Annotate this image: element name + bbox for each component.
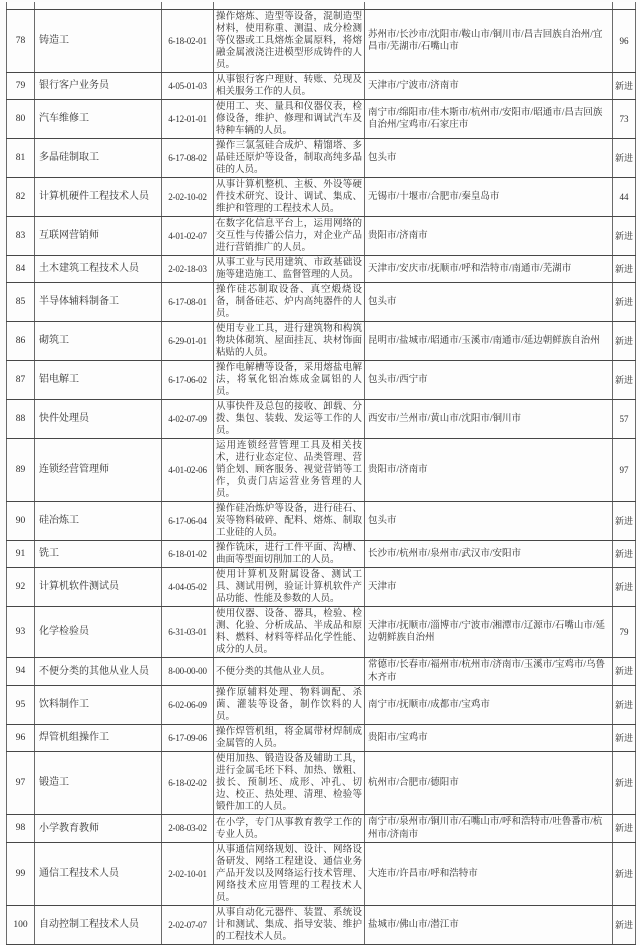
- rank-cell: 新进: [613, 73, 636, 100]
- cities-cell: 天津市: [365, 568, 613, 607]
- occupation-code-cell: 4-02-07-09: [162, 400, 214, 439]
- description-cell: 在数字化信息平台上，运用网络的交互性与传播公信力，对企业产品进行营销推广的人员。: [214, 217, 365, 256]
- table-row: [7, 843, 636, 906]
- description-cell: 使用计算机及附属设备、测试工具、测试用例，验证计算机软件产品功能、性能及参数的人员。: [214, 568, 365, 607]
- rank-cell: 新进: [613, 906, 636, 945]
- occupation-code-cell: 4-04-05-02: [162, 568, 214, 607]
- table-row: [7, 906, 636, 945]
- occupation-code-cell: 6-17-09-06: [162, 725, 214, 752]
- occupation-code-cell: 6-31-03-01: [162, 607, 214, 658]
- row-number-cell: 98: [7, 815, 35, 843]
- cities-cell: 长沙市/杭州市/泉州市/武汉市/安阳市: [365, 541, 613, 568]
- cities-cell: 贵阳市/济南市: [365, 217, 613, 256]
- description-cell: 操作硅冶炼炉等设备，进行硅石、炭等物料破碎、配料、熔炼、制取工业硅的人员。: [214, 502, 365, 541]
- occupation-code-cell: 4-12-01-01: [162, 100, 214, 139]
- cities-cell: 天津市/安庆市/抚顺市/呼和浩特市/南通市/芜湖市: [365, 256, 613, 283]
- occupation-name-cell: 硅冶炼工: [35, 502, 162, 541]
- row-number-cell: 88: [7, 400, 35, 439]
- cities-cell: 苏州市/长沙市/沈阳市/鞍山市/铜川市/昌吉回族自治州/宜昌市/芜湖市/石嘴山市: [365, 10, 613, 73]
- occupation-code-cell: 2-02-07-07: [162, 906, 214, 945]
- rank-cell: 新进: [613, 725, 636, 752]
- cities-cell: 大连市/许昌市/呼和浩特市: [365, 843, 613, 906]
- description-cell: 从事通信网络规划、设计、网络设备研发、网络工程建设、通信业务产品开发以及网络运行技术管理、网络技术应用管理的工程技术人员。: [214, 843, 365, 906]
- row-number-cell: 78: [7, 10, 35, 73]
- description-cell: 运用连锁经营管理工具及相关技术，进行业态定位、品类管理、营销企划、顾客服务、视觉营销等工作，负责门店运营业务管理的人员。: [214, 439, 365, 502]
- cities-cell: 无锡市/十堰市/合肥市/秦皇岛市: [365, 178, 613, 217]
- table-row: [7, 256, 636, 283]
- cities-cell: 包头市/西宁市: [365, 361, 613, 400]
- occupation-ranking-table: [6, 2, 636, 945]
- occupation-code-cell: 6-17-06-04: [162, 502, 214, 541]
- rank-cell: 新进: [613, 139, 636, 178]
- description-cell: 操作三氯氢硅合成炉、精馏塔、多晶硅还原炉等设备，制取高纯多晶硅的人员。: [214, 139, 365, 178]
- occupation-code-cell: 4-01-02-06: [162, 439, 214, 502]
- cropped-previous-row: [7, 2, 636, 10]
- occupation-name-cell: 焊管机组操作工: [35, 725, 162, 752]
- rank-cell: 新进: [613, 843, 636, 906]
- row-number-cell: 79: [7, 73, 35, 100]
- occupation-name-cell: 土木建筑工程技术人员: [35, 256, 162, 283]
- row-number-cell: 97: [7, 752, 35, 815]
- description-cell: 在小学，专门从事教育教学工作的专业人员。: [214, 815, 365, 843]
- occupation-name-cell: 多晶硅制取工: [35, 139, 162, 178]
- row-number-cell: 85: [7, 283, 35, 322]
- row-number-cell: 95: [7, 686, 35, 725]
- description-cell: 使用加热、锻造设备及辅助工具，进行金属毛坯下料、加热、镦粗、拔长、预制坯、成形、冲孔、切边、校正、热处理、清理、检验等锻件加工的人员。: [214, 752, 365, 815]
- occupation-code-cell: 6-18-02-02: [162, 752, 214, 815]
- row-number-cell: 100: [7, 906, 35, 945]
- row-number-cell: 99: [7, 843, 35, 906]
- description-cell: 从事工业与民用建筑、市政基础设施等建造施工、监督管理的人员。: [214, 256, 365, 283]
- description-cell: 使用专业工具，进行建筑物和构筑物块体砌筑、屋面挂瓦、块材饰面粘贴的人员。: [214, 322, 365, 361]
- occupation-name-cell: 半导体辅料制备工: [35, 283, 162, 322]
- occupation-name-cell: 不便分类的其他从业人员: [35, 658, 162, 686]
- rank-cell: 新进: [613, 283, 636, 322]
- cities-cell: 天津市/抚顺市/淄博市/宁波市/湘潭市/辽源市/石嘴山市/延边朝鲜族自治州: [365, 607, 613, 658]
- jobs-table-body: [7, 2, 636, 945]
- description-cell: 操作电解槽等设备，采用熔盐电解法，将氧化铝冶炼成金属铝的人员。: [214, 361, 365, 400]
- table-row: [7, 283, 636, 322]
- table-row: [7, 658, 636, 686]
- cities-cell: 南宁市/抚顺市/成都市/宝鸡市: [365, 686, 613, 725]
- rank-cell: 97: [613, 439, 636, 502]
- cities-cell: 南宁市/绵阳市/佳木斯市/杭州市/安阳市/昭通市/昌吉回族自治州/宝鸡市/石家庄市: [365, 100, 613, 139]
- occupation-code-cell: 2-02-10-02: [162, 178, 214, 217]
- occupation-code-cell: 6-17-08-02: [162, 139, 214, 178]
- rank-cell: 79: [613, 607, 636, 658]
- cities-cell: 昆明市/盐城市/昭通市/玉溪市/南通市/延边朝鲜族自治州: [365, 322, 613, 361]
- occupation-name-cell: 计算机硬件工程技术人员: [35, 178, 162, 217]
- row-number-cell: 96: [7, 725, 35, 752]
- rank-cell: 新进: [613, 256, 636, 283]
- row-number-cell: 93: [7, 607, 35, 658]
- occupation-name-cell: 铝电解工: [35, 361, 162, 400]
- row-number-cell: 92: [7, 568, 35, 607]
- occupation-name-cell: 银行客户业务员: [35, 73, 162, 100]
- occupation-name-cell: 小学教育教师: [35, 815, 162, 843]
- occupation-name-cell: 计算机软件测试员: [35, 568, 162, 607]
- description-cell: 从事自动化元器件、装置、系统设计和测试、集成、指导安装、维护的工程技术人员。: [214, 906, 365, 945]
- row-number-cell: 94: [7, 658, 35, 686]
- description-cell: 不便分类的其他从业人员。: [214, 658, 365, 686]
- occupation-name-cell: 快件处理员: [35, 400, 162, 439]
- cities-cell: 南宁市/泉州市/铜川市/石嘴山市/呼和浩特市/吐鲁番市/杭州市/济南市: [365, 815, 613, 843]
- description-cell: 操作硅芯制取设备、真空煅烧设备，制备硅芯、炉内高纯器件的人员。: [214, 283, 365, 322]
- rank-cell: 新进: [613, 568, 636, 607]
- occupation-code-cell: 2-08-03-02: [162, 815, 214, 843]
- table-row: [7, 607, 636, 658]
- table-row: [7, 322, 636, 361]
- occupation-name-cell: 砌筑工: [35, 322, 162, 361]
- occupation-name-cell: 通信工程技术人员: [35, 843, 162, 906]
- table-row: [7, 686, 636, 725]
- occupation-name-cell: 化学检验员: [35, 607, 162, 658]
- table-row: [7, 568, 636, 607]
- description-cell: 操作熔炼、造型等设备，混制造型材料，使用称重、测温、成分检测等仪器或工具熔炼金属原料，将熔融金属液浇注进模型形成铸件的人员。: [214, 10, 365, 73]
- occupation-name-cell: 锻造工: [35, 752, 162, 815]
- description-cell: 操作铣床，进行工件平面、沟槽、曲面等型面切削加工的人员。: [214, 541, 365, 568]
- table-row: [7, 73, 636, 100]
- rank-cell: 新进: [613, 658, 636, 686]
- rank-cell: 44: [613, 178, 636, 217]
- occupation-code-cell: 6-17-06-02: [162, 361, 214, 400]
- occupation-ranking-page: [0, 2, 640, 942]
- description-cell: 从事计算机整机、主板、外设等硬件技术研究、设计、调试、集成、维护和管理的工程技术人员。: [214, 178, 365, 217]
- rank-cell: 新进: [613, 686, 636, 725]
- table-row: [7, 502, 636, 541]
- rank-cell: 新进: [613, 815, 636, 843]
- occupation-code-cell: 6-29-01-01: [162, 322, 214, 361]
- occupation-name-cell: 自动控制工程技术人员: [35, 906, 162, 945]
- table-row: [7, 139, 636, 178]
- occupation-code-cell: 6-18-01-02: [162, 541, 214, 568]
- rank-cell: 新进: [613, 217, 636, 256]
- occupation-name-cell: 铸造工: [35, 10, 162, 73]
- description-cell: 使用工、夹、量具和仪器仪表，检修设备，维护、修理和调试汽车及特种车辆的人员。: [214, 100, 365, 139]
- row-number-cell: 91: [7, 541, 35, 568]
- rank-cell: 96: [613, 10, 636, 73]
- rank-cell: 57: [613, 400, 636, 439]
- table-row: [7, 361, 636, 400]
- cities-cell: 贵阳市/济南市: [365, 439, 613, 502]
- cities-cell: 西安市/兰州市/黄山市/沈阳市/铜川市: [365, 400, 613, 439]
- table-row: [7, 400, 636, 439]
- cities-cell: 天津市/宁波市/济南市: [365, 73, 613, 100]
- rank-cell: 新进: [613, 752, 636, 815]
- description-cell: 操作焊管机组，将金属带材焊制成金属管的人员。: [214, 725, 365, 752]
- occupation-code-cell: 6-17-08-01: [162, 283, 214, 322]
- occupation-name-cell: 互联网营销师: [35, 217, 162, 256]
- table-row: [7, 10, 636, 73]
- occupation-name-cell: 连锁经营管理师: [35, 439, 162, 502]
- table-row: [7, 541, 636, 568]
- rank-cell: 73: [613, 100, 636, 139]
- table-row: [7, 752, 636, 815]
- occupation-code-cell: 6-18-02-01: [162, 10, 214, 73]
- row-number-cell: 90: [7, 502, 35, 541]
- cities-cell: 包头市: [365, 283, 613, 322]
- cities-cell: 盐城市/佛山市/潜江市: [365, 906, 613, 945]
- description-cell: 操作原辅料处理、物料调配、杀菌、灌装等设备，制作饮料的人员。: [214, 686, 365, 725]
- row-number-cell: 82: [7, 178, 35, 217]
- row-number-cell: 80: [7, 100, 35, 139]
- row-number-cell: 87: [7, 361, 35, 400]
- cities-cell: 常德市/长春市/福州市/杭州市/济南市/玉溪市/宝鸡市/乌鲁木齐市: [365, 658, 613, 686]
- cities-cell: 杭州市/合肥市/德阳市: [365, 752, 613, 815]
- row-number-cell: 81: [7, 139, 35, 178]
- occupation-code-cell: 2-02-10-01: [162, 843, 214, 906]
- table-row: [7, 100, 636, 139]
- description-cell: 从事快件及总包的接收、卸载、分拨、集包、装载、发运等工作的人员。: [214, 400, 365, 439]
- occupation-code-cell: 6-02-06-09: [162, 686, 214, 725]
- table-row: [7, 439, 636, 502]
- description-cell: 从事银行客户理财、转账、兑现及相关服务工作的人员。: [214, 73, 365, 100]
- row-number-cell: 84: [7, 256, 35, 283]
- rank-cell: 新进: [613, 361, 636, 400]
- occupation-code-cell: 8-00-00-00: [162, 658, 214, 686]
- occupation-name-cell: 铣工: [35, 541, 162, 568]
- rank-cell: 新进: [613, 322, 636, 361]
- row-number-cell: 83: [7, 217, 35, 256]
- rank-cell: 新进: [613, 541, 636, 568]
- occupation-name-cell: 汽车维修工: [35, 100, 162, 139]
- table-row: [7, 178, 636, 217]
- cities-cell: 包头市: [365, 502, 613, 541]
- occupation-name-cell: 饮料制作工: [35, 686, 162, 725]
- occupation-code-cell: 4-05-01-03: [162, 73, 214, 100]
- row-number-cell: 86: [7, 322, 35, 361]
- table-row: [7, 815, 636, 843]
- cities-cell: 包头市: [365, 139, 613, 178]
- rank-cell: 新进: [613, 502, 636, 541]
- row-number-cell: 89: [7, 439, 35, 502]
- cities-cell: 贵阳市/宝鸡市: [365, 725, 613, 752]
- description-cell: 使用仪器、设备、器具，检验、检测、化验、分析成品、半成品和原料、燃料、材料等样品化学性能、成分的人员。: [214, 607, 365, 658]
- occupation-code-cell: 2-02-18-03: [162, 256, 214, 283]
- table-row: [7, 725, 636, 752]
- occupation-code-cell: 4-01-02-07: [162, 217, 214, 256]
- table-row: [7, 217, 636, 256]
